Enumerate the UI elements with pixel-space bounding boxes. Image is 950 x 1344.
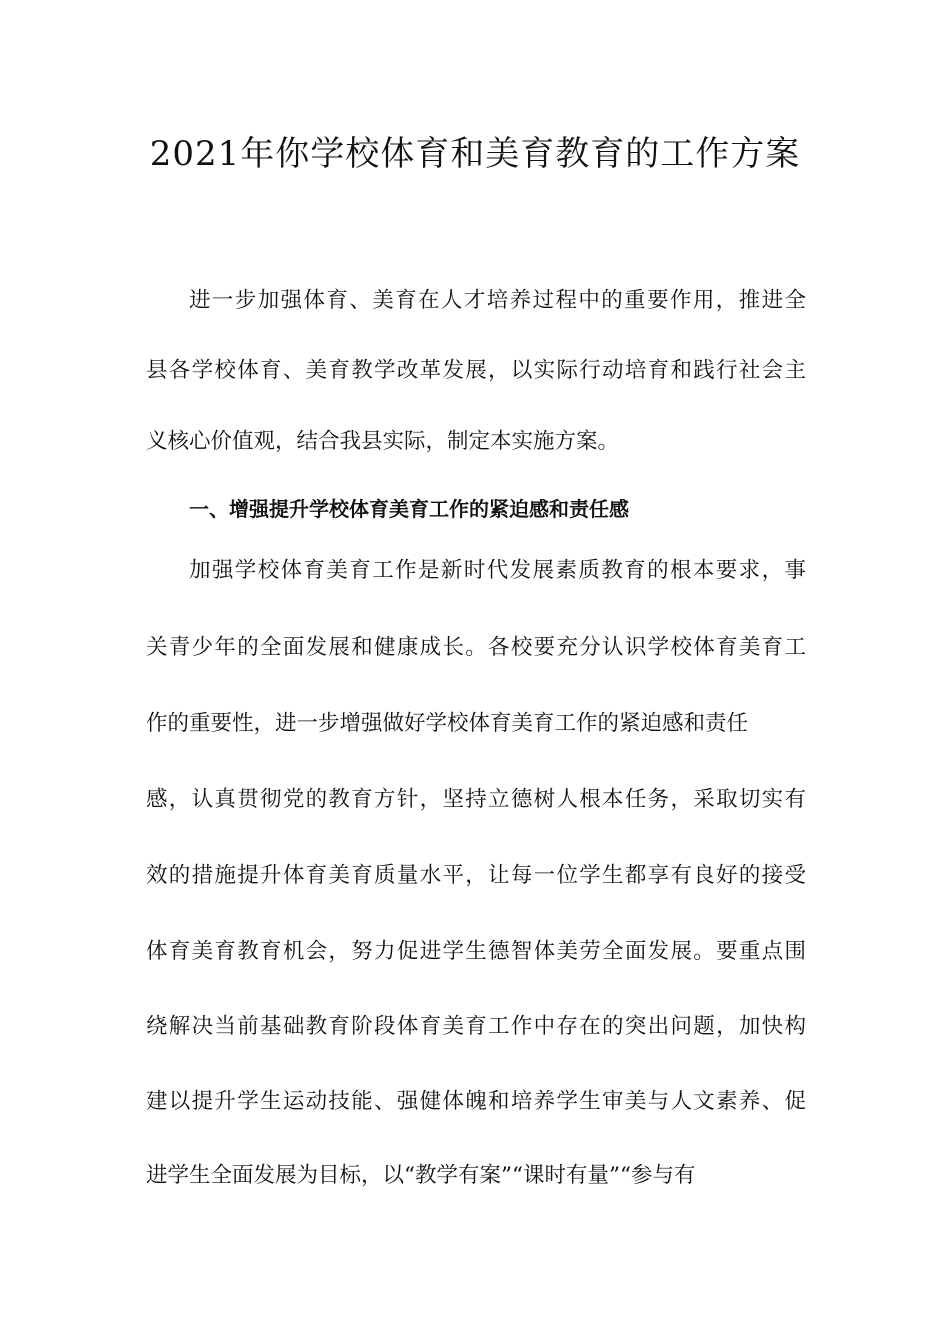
paragraph-2-line-2: 关青少年的全面发展和健康成长。各校要充分认识学校体育美育工 [146,635,806,660]
paragraph-2-line-5: 效的措施提升体育美育质量水平，让每一位学生都享有良好的接受 [146,863,806,888]
paragraph-2-line-8: 建以提升学生运动技能、强健体魄和培养学生审美与人文素养、促 [146,1089,806,1114]
paragraph-2-line-3: 作的重要性，进一步增强做好学校体育美育工作的紧迫感和责任 [146,711,749,736]
paragraph-1-line-3: 义核心价值观，结合我县实际，制定本实施方案。 [146,429,620,454]
paragraph-1-line-1: 进一步加强体育、美育在人才培养过程中的重要作用，推进全 [189,288,806,313]
paragraph-2-line-4: 感，认真贯彻党的教育方针，坚持立德树人根本任务，采取切实有 [146,787,806,812]
paragraph-2-line-1: 加强学校体育美育工作是新时代发展素质教育的根本要求，事 [189,558,806,583]
paragraph-2-line-6: 体育美育教育机会，努力促进学生德智体美劳全面发展。要重点围 [146,939,806,964]
paragraph-2-line-9: 进学生全面发展为目标，以“教学有案”“课时有量”“参与有 [146,1163,696,1188]
paragraph-1-line-2: 县各学校体育、美育教学改革发展，以实际行动培育和践行社会主 [146,358,806,383]
paragraph-2-line-7: 绕解决当前基础教育阶段体育美育工作中存在的突出问题，加快构 [146,1014,806,1039]
section-1-heading: 一、增强提升学校体育美育工作的紧迫感和责任感 [189,497,629,521]
document-title: 2021年你学校体育和美育教育的工作方案 [149,134,801,174]
